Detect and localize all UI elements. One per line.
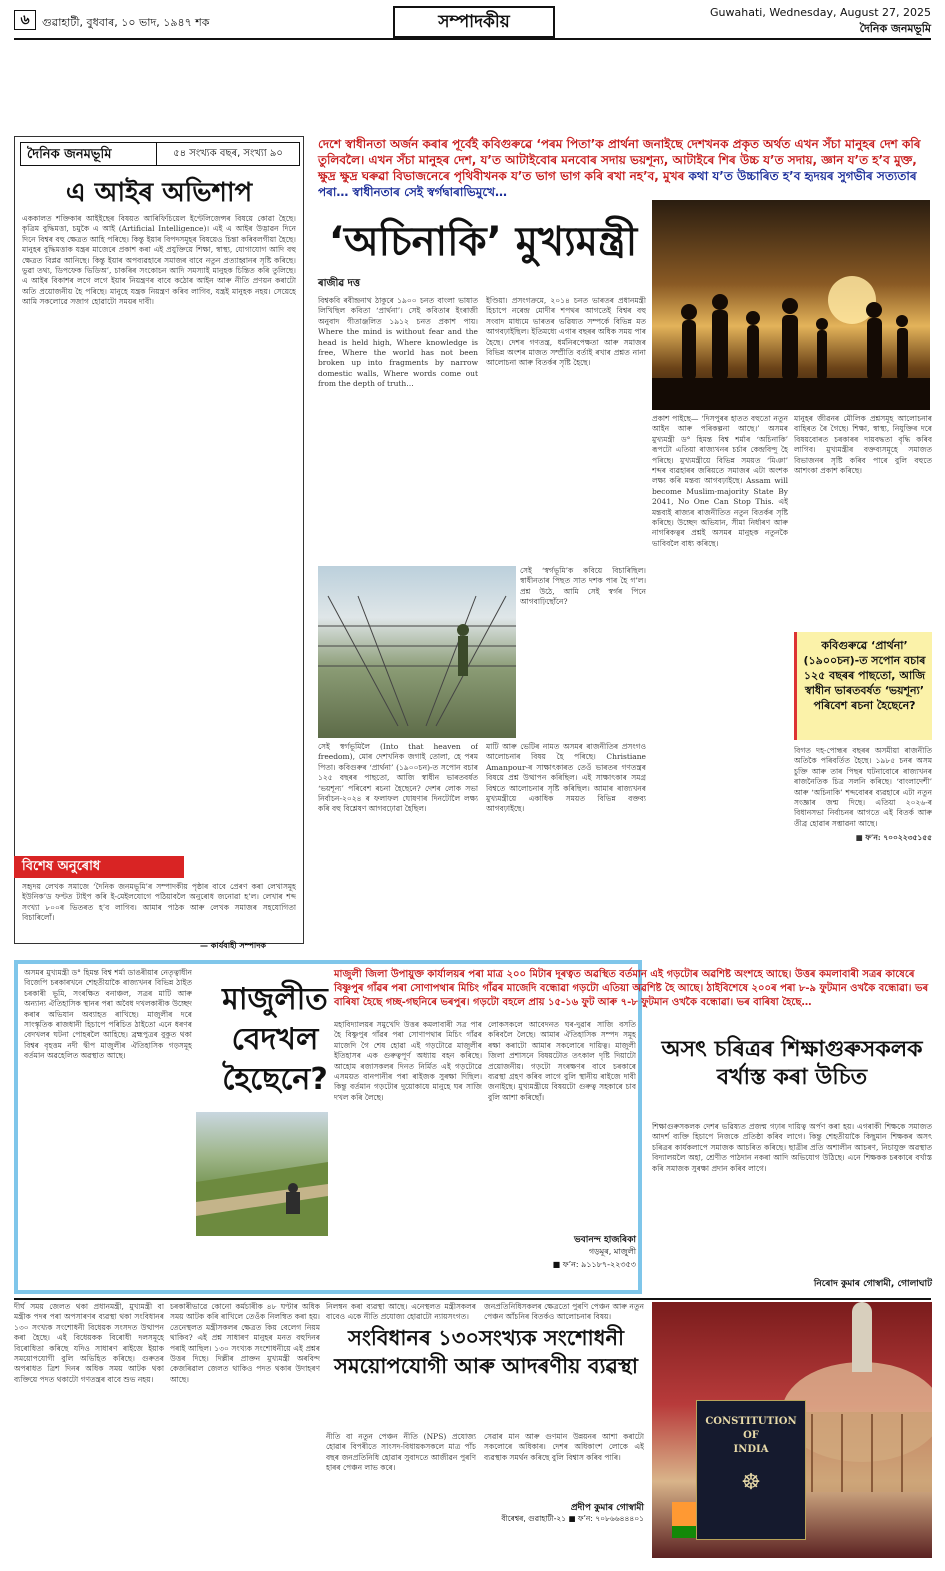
feature-col-1: বিশ্বকবি ৰবীন্দ্ৰনাথ ঠাকুৰে ১৯০০ চনত বাংলা ভাষাত লিখিছিল কবিতা ‘প্ৰাৰ্থনা’। সেই কবিতাৰ ইংৰাজী অনুবাদ গীতাঞ্জলিত ১৯১২ চনত প্ৰকাশ পায়। Where the mind is without fear and the head is held high, Where knowledge is free, Where the world has not been broken up into fragments by narrow domestic walls, Where words come out from the depth of truth… (318, 296, 478, 389)
majuli-embankment-photo (196, 1112, 328, 1236)
top-banner (318, 136, 932, 200)
constitution-signature: প্ৰদীপ কুমাৰ গোস্বামী (570, 1503, 644, 1513)
feature-col-2: ইণ্ডিয়া। প্ৰসংগক্ৰমে, ২০১৪ চনত ভাৰতৰ প্ৰধানমন্ত্ৰী হিচাপে নৰেন্দ্ৰ মোদীৰ শপথৰ আগতেই বিশ্বৰ বহু সংবাদ মাধ্যমে ভাৰতৰ ভৱিষ্যত সম্পৰ্কে বিভিন্ন মত আগবঢ়াইছিল। ইতিমধ্যে এগাৰ বছৰৰ অধিক সময় পাৰ হৈছে। দেশৰ গণতন্ত্ৰ, ধৰ্মনিৰপেক্ষতা আৰু সমাজৰ বিভিন্ন অংশৰ মাজত সম্প্ৰীতি বৰ্তাই ৰখাৰ প্ৰশ্নত নানা আলোচনা আৰু বিতৰ্কৰ সৃষ্টি হৈছে। (486, 296, 646, 368)
constitution-col-4: জনপ্ৰতিনিধিসকলৰ ক্ষেত্ৰতো পুৰণি পেঞ্চন আৰু নতুন পেঞ্চন আঁচনিৰ বিতৰ্কও আলোচনাৰ বিষয়। (484, 1302, 644, 1322)
top-banner-red: দেশে স্বাধীনতা অৰ্জন কৰাৰ পূৰ্বেই কবিগুৰুৱে ‘পৰম পিতা’ক প্ৰাৰ্থনা জনাইছে দেশখনক প্ৰকৃত অৰ্থত এখন সঁচা মানুহৰ দেশ কৰি তুলিবলৈ। এখন সঁচা মানুহৰ দেশ, য’ত আটাইবোৰ মনবোৰ সদায় ভয়শূন্য, আটাইৰে শিৰ উচ্চ য’ত সদায়, জ্ঞান য’ত হ’ব মুক্ত, ক্ষুদ্ৰ ক্ষুদ্ৰ ঘৰুৱা বিভাজনেৰে পৃথিবীখনক য’ত ভাগ ভাগ কৰি ৰখা নহ’ব, মুখৰ (318, 137, 921, 183)
refugees-sunset-photo (652, 200, 930, 410)
editorial-title: এ আইৰ অভিশাপ (65, 178, 253, 208)
feature-col-8 (794, 746, 932, 950)
special-request-label: বিশেষ অনুৰোধ (14, 856, 184, 878)
constitution-col-3: নিলম্বন কৰা ব্যৱস্থা আছে। এনেস্থলত মন্ত্ৰীসকলৰ বাবেও একে নীতি প্ৰযোজ্য হোৱাটো ন্যায়সংগত। (326, 1302, 476, 1322)
feature-col-3: সেই ‘স্বৰ্গভূমি’ক কবিয়ে বিচাৰিছিল। স্বাধীনতাৰ পিছত সাত দশক পাৰ হৈ গ’ল। প্ৰশ্ন উঠে, আমি সেই স্বৰ্গৰ পিনে আগবাঢ়িছোঁনে? (520, 566, 646, 607)
border-fence-photo (318, 566, 516, 738)
page-header (0, 0, 945, 40)
header-brand: দৈনিক জনমভূমি (859, 22, 931, 35)
majuli-place (488, 1246, 636, 1272)
header-date-assamese: গুৱাহাটী, বুধবাৰ, ১০ ভাদ, ১৯৪৭ শক (42, 16, 210, 29)
feature-col-6: প্ৰকাশ পাইছে— ‘দিসপুৰৰ হাতত বহুতো নতুন আইন আৰু পৰিকল্পনা আছে।’ অসমৰ মুখ্যমন্ত্ৰী ড° হিমন্ত বিশ্ব শৰ্মাৰ ‘অচিনাকি’ ৰূপটো এতিয়া ৰাজ্যখনৰ চৰ্চাৰ কেন্দ্ৰবিন্দু হৈ পৰিছে। মুখ্যমন্ত্ৰীয়ে বিভিন্ন সময়ত ‘মিঞা’ শব্দৰ ব্যৱহাৰৰ জৰিয়তে সমাজৰ এটা অংশক লক্ষ্য কৰি মন্তব্য আগবঢ়াইছে। Assam will become Muslim-majority State By 2041, No One Can Stop This. এই মন্তব্যই ৰাজ্যৰ ৰাজনীতিত নতুন বিতৰ্কৰ সৃষ্টি কৰিছে। উচ্ছেদ অভিযান, সীমা নিৰ্ধাৰণ আৰু নাগৰিকত্বৰ প্ৰশ্নই অসমৰ মানুহক নতুনকৈ ভাবিবলৈ বাধ্য কৰিছে। (652, 414, 788, 548)
silhouettes-icon (652, 200, 930, 410)
constitution-address: বীৰেশ্বৰ, গুৱাহাটী-২১ ■ ফ’ন: ৭০৮৬৬৪৪৪০১ (501, 1514, 644, 1523)
majuli-phone: ■ ফ’ন: ৯১১৮৭-২২৩৫৩ (552, 1260, 636, 1269)
majuli-title: মাজুলীত বেদখল হৈছেনে? (222, 982, 328, 1097)
special-request-body: সহৃদয় লেখক সমাজে ‘দৈনিক জনমভূমি’ৰ সম্পাদকীয় পৃষ্ঠাৰ বাবে প্ৰেৰণ কৰা লেখাসমূহ ইউনিক’ড ফণ্টত টাইপ কৰি ই-মেইলযোগে পঠিয়াবলৈ অনুৰোধ জনোৱা হ’ল। লেখাৰ শব্দ সংখ্যা ৮০০ৰ ভিতৰত হ’ব লাগিব। আমাৰ পাঠক আৰু লেখক সমাজৰ সহযোগিতা বিচাৰিলোঁ। (22, 882, 296, 923)
feature-author: ৰাজীৱ দত্ত (318, 278, 361, 289)
feature-phone: ■ ফ’ন: ৭০০২২৩৫১৫৫ (855, 833, 932, 843)
masthead-brand: দৈনিক জনমভূমি (27, 147, 112, 162)
book-title-line-3: INDIA (733, 1444, 769, 1455)
feature-col-7: মানুহৰ জীৱনৰ মৌলিক প্ৰশ্নসমূহ আলোচনাৰ বাহিৰত ৰৈ গৈছে। শিক্ষা, স্বাস্থ্য, নিযুক্তিৰ দৰে বিষয়বোৰত চৰকাৰৰ দায়বদ্ধতা বৃদ্ধি কৰিব লাগিব। মুখ্যমন্ত্ৰীৰ বক্তব্যসমূহে সমাজত বিভাজনৰ সৃষ্টি কৰিব পাৰে বুলি বহুতে আশংকা প্ৰকাশ কৰিছে। (794, 414, 932, 476)
special-request-signature: — কাৰ্যবাহী সম্পাদক (200, 941, 267, 950)
feature-title: ‘অচিনাকি’ মুখ্যমন্ত্ৰী (328, 219, 638, 265)
majuli-author: ভবানন্দ হাজৰিকা (574, 1235, 636, 1245)
constitution-col-5: নীতি বা নতুন পেঞ্চন নীতি (NPS) প্ৰযোজ্য হোৱাৰ বিপৰীতে সাংসদ-বিধায়কসকলে মাত্ৰ পাঁচ বছৰ জনপ্ৰতিনিধি হোৱাৰ সুবাদতে আজীৱন পুৰণি হাৰৰ পেঞ্চন লাভ কৰে। (326, 1432, 476, 1473)
pull-quote: কবিগুৰুৱে ‘প্ৰাৰ্থনা’ (১৯০০চন)-ত সপোন বচাৰ ১২৫ বছৰৰ পাছতো, আজি স্বাধীন ভাৰতবৰ্ষত ‘ভয়শূন্য’ পৰিবেশ ৰচনা হৈছেনে? (794, 632, 932, 740)
emblem-icon: ☸ (741, 1469, 761, 1495)
majuli-place-text: গড়মূৰ, মাজুলী (588, 1247, 636, 1256)
masthead-volume: ৫৪ সংখ্যক বছৰ, সংখ্যা ৯০ (156, 143, 299, 165)
header-rule (14, 38, 931, 40)
asat-title: অসৎ চৰিত্ৰৰ শিক্ষাগুৰুসকলক বৰ্খাস্ত কৰা উচিত (661, 1037, 923, 1090)
constitution-title: সংবিধানৰ ১৩০সংখ্যক সংশোধনী সময়োপযোগী আৰু আদৰণীয় ব্যৱস্থা (334, 1326, 638, 1378)
embankment-icon (196, 1112, 328, 1236)
asat-signature: নিৰোদ কুমাৰ গোস্বামী, গোলাঘাট (813, 1279, 932, 1289)
asat-body: শিক্ষাগুৰুসকলক দেশৰ ভৱিষ্যত প্ৰজন্ম গঢ়াৰ দায়িত্ব অৰ্পণ কৰা হয়। এগৰাকী শিক্ষকে সমাজত আদৰ্শ ব্যক্তি হিচাপে নিজকে প্ৰতিষ্ঠা কৰিব লাগে। কিন্তু শেহতীয়াকৈ কিছুমান শিক্ষকৰ অসৎ চৰিত্ৰৰ কাৰ্যকলাপে সমাজক আচৰিত কৰিছে। ছাত্ৰীৰ প্ৰতি অশালীন আচৰণ, নিচাযুক্ত অৱস্থাত বিদ্যালয়লৈ অহা, শ্ৰেণীত পাঠদান নকৰা আদি অভিযোগ উঠিছে। এনে শিক্ষকক চৰকাৰে বৰ্খাস্ত কৰি সমাজক সুৰক্ষা প্ৰদান কৰিব লাগে। (652, 1122, 932, 1173)
feature-col-5: মাটি আৰু ভেটিৰ নামত অসমৰ ৰাজনীতিৰ প্ৰসংগও আলোচনাৰ বিষয় হৈ পৰিছে। Christiane Amanpour-ৰ সাক্ষাৎকাৰত তেওঁ ভাৰতৰ গণতন্ত্ৰৰ বিষয়ে প্ৰশ্ন উত্থাপন কৰিছিল। এই সাক্ষাৎকাৰ সমগ্ৰ বিশ্বতে আলোচনাৰ সৃষ্টি কৰিছিল। আমাৰ ৰাজ্যখনৰ মুখ্যমন্ত্ৰীয়ে একাধিক সময়ত বিভিন্ন বক্তব্য আগবঢ়াইছে। (486, 742, 646, 814)
constitution-book (696, 1400, 806, 1540)
section-rule (14, 1298, 931, 1300)
fence-icon (318, 566, 516, 738)
constitution-col-1: দীৰ্ঘ সময় জেলত থকা প্ৰধানমন্ত্ৰী, মুখ্যমন্ত্ৰী বা মন্ত্ৰীক পদৰ পৰা অপসাৰণৰ ব্যৱস্থা থকা সংবিধানৰ ১৩০ সংখ্যক সংশোধনী বিধেয়ক সংসদত উত্থাপন কৰা হৈছে। এই বিধেয়কক বিৰোধী দলসমূহে বিৰোধিতা কৰিছে যদিও সাধাৰণ ৰাইজে ইয়াক সময়োপযোগী বুলি অভিহিত কৰিছে। গুৰুতৰ অপৰাধত ত্ৰিশ দিনৰ অধিক সময় আটক থকা ব্যক্তিয়ে পদত থকাটো গণতন্ত্ৰৰ বাবে শুভ নহয়। (14, 1302, 164, 1384)
majuli-col-1: অসমৰ মুখ্যমন্ত্ৰী ড° হিমন্ত বিশ্ব শৰ্মা ডাঙৰীয়াৰ নেতৃত্বাধীন বিজেপি চৰকাৰখনে শেহতীয়াকৈ ৰাজ্যখনৰ বিভিন্ন ঠাইত চৰকাৰী ভূমি, সংৰক্ষিত বনাঞ্চল, সত্ৰৰ মাটি আৰু অন্যান্য ঐতিহাসিক স্থানৰ পৰা অবৈধ দখলকাৰীক উচ্ছেদ কৰাৰ অভিযান অব্যাহত ৰাখিছে। মাজুলীৰ দৰে সাংস্কৃতিক ৰাজধানী হিচাপে পৰিচিত ঠাইতো এনে ধৰণৰ বেদখলৰ ঘটনা পোহৰলৈ আহিছে। ব্ৰহ্মপুত্ৰৰ বুকুত থকা বিশ্বৰ বৃহত্তম নদী দ্বীপ মাজুলীৰ ঐতিহাসিক গড়সমূহ বৰ্তমান অৱহেলিত অৱস্থাত আছে। (24, 968, 192, 1061)
page-number: ৬ (14, 10, 36, 30)
editorial-masthead (20, 142, 300, 166)
constitution-col-2: চৰকাৰীভাৱে কোনো কৰ্মচাৰীক ৪৮ ঘণ্টাৰ অধিক সময় আটক কৰি ৰাখিলে তেওঁক নিলম্বিত কৰা হয়। তেনেস্থলত মন্ত্ৰীসকলৰ ক্ষেত্ৰত কিয় বেলেগ নিয়ম থাকিব? এই প্ৰশ্ন সাধাৰণ মানুহৰ মনত বহুদিনৰ পৰাই আছিল। ১৩০ সংখ্যক সংশোধনীয়ে এই প্ৰশ্নৰ উত্তৰ দিছে। দিল্লীৰ প্ৰাক্তন মুখ্যমন্ত্ৰী অৰবিন্দ কেজৰিৱাল জেলত থাকিও পদত থকাৰ উদাহৰণ আছে। (170, 1302, 320, 1384)
feature-col-4: সেই স্বৰ্গভূমিলৈ (Into that heaven of freedom), মোৰ দেশখনিক জগাই তোলা, হে পৰম পিতা। কবিগুৰুৰ ‘প্ৰাৰ্থনা’ (১৯০০চন)-ত সপোন বচাৰ ১২৫ বছৰৰ পাছতো, আজি স্বাধীন ভাৰতবৰ্ষত ‘ভয়শূন্য’ পৰিবেশ ৰচনা হৈছেনে? দেশৰ লোক সভা নিৰ্বাচন-২০২৪ ৰ ফলাফল ঘোষণাৰ দিনটোলৈ লক্ষ্য কৰি বহু বিশ্লেষণ আগবঢ়োৱা হৈছিল। (318, 742, 478, 814)
section-title: সম্পাদকীয় (393, 6, 555, 38)
majuli-banner: মাজুলী জিলা উপায়ুক্ত কাৰ্যালয়ৰ পৰা মাত্ৰ ২০০ মিটাৰ দূৰত্বত অৱস্থিত বৰ্তমান এই গড়টোৰ অৱশিষ্ট অংশহে আছে। উত্তৰ কমলাবাৰী সত্ৰৰ কাষেৰে বিষ্ণুপুৰ গাঁৱৰ পৰা সোণাপথাৰ মিচিং গাঁৱৰ মাজেদি বন্ধোৱা গড়টো এতিয়া অৱশিষ্ট হৈ আছে। ঠাইবিশেষে ২০০ৰ পৰা ৮-৯ ফুটমান ওখকৈ বন্ধোৱা। ভৰ বাৰিষা হৈছে গচ্ছ-গছনিৰে ভৰপুৰ। গড়টো বহলে প্ৰায় ১৫-১৬ ফুট আৰু ৭-৮ ফুটমান ওখকৈ বন্ধোৱা। ভৰ বাৰিষা হৈছে… (334, 969, 929, 1008)
top-banner-blue: কথা য’ত উচ্চাৰিত হ’ব হৃদয়ৰ সুগভীৰ সত্যতাৰ পৰা… স্বাধীনতাৰ সেই স্বৰ্গদ্বাৰাভিমুখে… (318, 169, 917, 199)
header-date-english: Guwahati, Wednesday, August 27, 2025 (710, 6, 931, 19)
editorial-body: এককালত শক্তিকাৰ আইইছেৰ বিষয়ত আৰিফিচিয়েল ইণ্টেলিজেন্সৰ বিষয়ে কোৱা হৈছে। কৃত্ৰিম বুদ্ধিমত্তা, চমুকৈ এ আই (Artificial Intelligence)। এই এ আইৰ উদ্ভাৱন দিনে দিনে বিশ্বৰ বহু ক্ষেত্ৰত আহি পৰিছে। কিন্তু ইয়াৰ বিপদসমূহৰ বিষয়েও চিন্তা কৰিবলগীয়া হৈছে। মানুহৰ বুদ্ধিমত্তাক যন্ত্ৰৰ মাজেৰে প্ৰকাশ কৰা এই প্ৰযুক্তিয়ে শিক্ষা, স্বাস্থ্য, যোগাযোগ আদি বহু ক্ষেত্ৰত বিপ্লৱ আনিছে। কিন্তু ইয়াৰ অপব্যৱহাৰে সমাজৰ বাবে নতুন প্ৰত্যাহ্বানৰ সৃষ্টি কৰিছে। ভুৱা তথ্য, ডিপফেক ভিডিঅ’, চাকৰিৰ সংকোচন আদি সমস্যাই মানুহক চিন্তিত কৰি তুলিছে। এ আইৰ বিকাশৰ লগে লগে ইয়াৰ নিয়ন্ত্ৰণৰ বাবে কঠোৰ আইন আৰু নীতি প্ৰণয়ন কৰাটো অতি প্ৰয়োজনীয় হৈ পৰিছে। মানুহে যন্ত্ৰক নিয়ন্ত্ৰণ কৰিব লাগিব, যন্ত্ৰই মানুহক নহয়। সেয়েহে আমি সকলোৱে সজাগ হোৱাটো সময়ৰ দাবী। (22, 214, 296, 307)
majuli-col-3: লোকসকলে আবেদনত ঘৰ-দুৱাৰ সাজি বসতি কৰিবলৈ লৈছে। আমাৰ ঐতিহাসিক সম্পদ সমূহ ৰক্ষা কৰাটো আমাৰ সকলোৰে দায়িত্ব। মাজুলী জিলা প্ৰশাসনে বিষয়টোত তৎকাল দৃষ্টি দিয়াটো প্ৰয়োজনীয়। গড়টো সংৰক্ষণৰ বাবে চৰকাৰে ব্যৱস্থা গ্ৰহণ কৰিব লাগে বুলি স্থানীয় ৰাইজে দাবী জনাইছে। মুখ্যমন্ত্ৰীয়ে বিষয়টো গুৰুত্ব সহকাৰে চাব বুলি আশা কৰিছোঁ। (488, 1020, 636, 1102)
constitution-col-6: সেৱাৰ মান আৰু গুণমান উন্নয়নৰ আশা কৰাটো সকলোৰে অধিকাৰ। দেশৰ অধিকাংশ লোকে এই ব্যৱস্থাক সমৰ্থন কৰিছে বুলি বিশ্বাস কৰিব পাৰি। (484, 1432, 644, 1462)
majuli-col-2: মহাবিদ্যালয়ৰ সমুখেদি উত্তৰ কমলাবাৰী সত্ৰ পাৰ হৈ বিষ্ণুপুৰ গাঁৱৰ পৰা সোণাপথাৰ মিচিং গাঁৱৰ মাজেদি গৈ শেষ হোৱা এই গড়টোৱে মাজুলীৰ ইতিহাসৰ এক গুৰুত্বপূৰ্ণ অধ্যায় বহন কৰিছে। আহোম ৰজাসকলৰ দিনত নিৰ্মিত এই গড়টোৱে এসময়ত বানপানীৰ পৰা ৰাইজক সুৰক্ষা দিছিল। কিন্তু বৰ্তমান গড়টোৰ দুয়োকাষে মানুহে ঘৰ সাজি দখল কৰি লৈছে। (334, 1020, 482, 1102)
book-title-line-1: CONSTITUTION (705, 1416, 797, 1427)
book-title-line-2: OF (743, 1430, 759, 1441)
feature-col-8-text: বিগত দহ-পোন্ধৰ বছৰৰ অসমীয়া ৰাজনীতি অতিকৈ পৰিবৰ্তিত হৈছে। ১৯৮৫ চনৰ অসম চুক্তি আৰু তাৰ পিছৰ ঘটনাবোৰে ৰাজ্যখনৰ ৰাজনৈতিক চিত্ৰ সলনি কৰিছে। ‘বাংলাদেশী’ আৰু ‘অচিনাকি’ শব্দবোৰৰ ব্যৱহাৰে এটা নতুন সংজ্ঞাৰ জন্ম দিছে। এতিয়া ২০২৬-ৰ বিধানসভা নিৰ্বাচনৰ আগতে এই বিতৰ্ক আৰু তীব্ৰ হোৱাৰ সম্ভাৱনা আছে। (794, 746, 932, 828)
